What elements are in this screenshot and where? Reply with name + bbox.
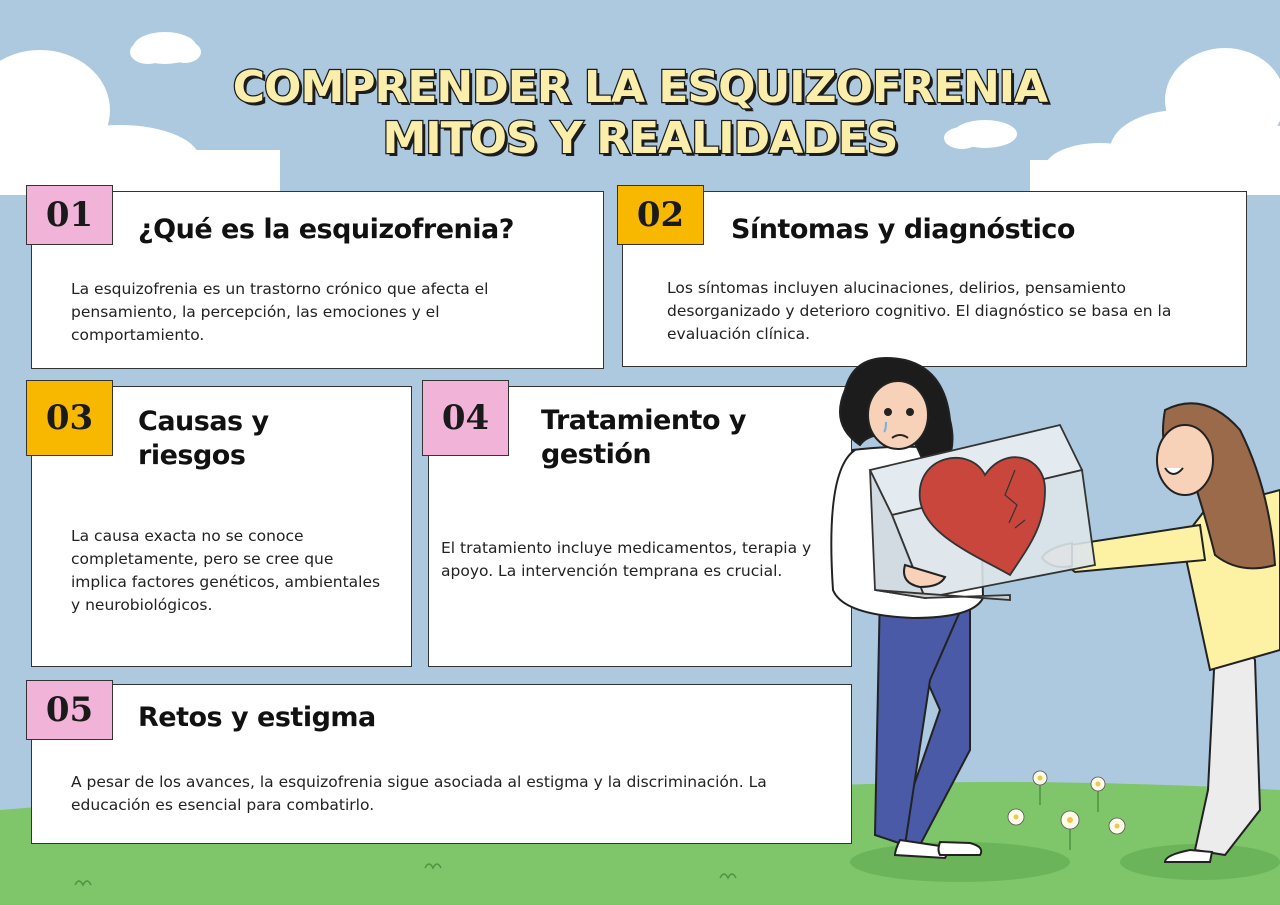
page-title-line-2: MITOS Y REALIDADES <box>382 113 898 164</box>
section-text: El tratamiento incluye medicamentos, terapia y apoyo. La intervención temprana es crucial. <box>441 539 812 580</box>
section-number-badge: 04 <box>422 380 509 456</box>
section-text: Los síntomas incluyen alucinaciones, delirios, pensamiento desorganizado y deterioro cognitivo. El diagnóstico se basa en la evaluación clínica. <box>667 279 1172 343</box>
section-heading: Retos y estigma <box>138 702 376 733</box>
section-heading: ¿Qué es la esquizofrenia? <box>138 214 514 245</box>
woman-crying-holding-box-icon <box>831 358 983 858</box>
section-text: La esquizofrenia es un trastorno crónico que afecta el pensamiento, la percepción, las emociones y el comportamiento. <box>71 280 489 344</box>
helping-people-illustration <box>820 350 1280 905</box>
section-text: A pesar de los avances, la esquizofrenia sigue asociada al estigma y la discriminación. La educación es esencial para combatirlo. <box>71 773 767 814</box>
section-number-badge: 01 <box>26 185 113 245</box>
section-heading: Causas y riesgos <box>138 406 269 471</box>
section-text: La causa exacta no se conoce completamente, pero se cree que implica factores genéticos, ambientales y neurobiológicos. <box>71 527 381 614</box>
section-number-badge: 03 <box>26 380 113 456</box>
section-number-badge: 02 <box>617 185 704 245</box>
section-number-badge: 05 <box>26 680 113 740</box>
page-title-line-1: COMPRENDER LA ESQUIZOFRENIA <box>232 62 1048 113</box>
section-heading: Tratamiento y gestión <box>541 405 746 470</box>
section-heading: Síntomas y diagnóstico <box>731 214 1075 245</box>
